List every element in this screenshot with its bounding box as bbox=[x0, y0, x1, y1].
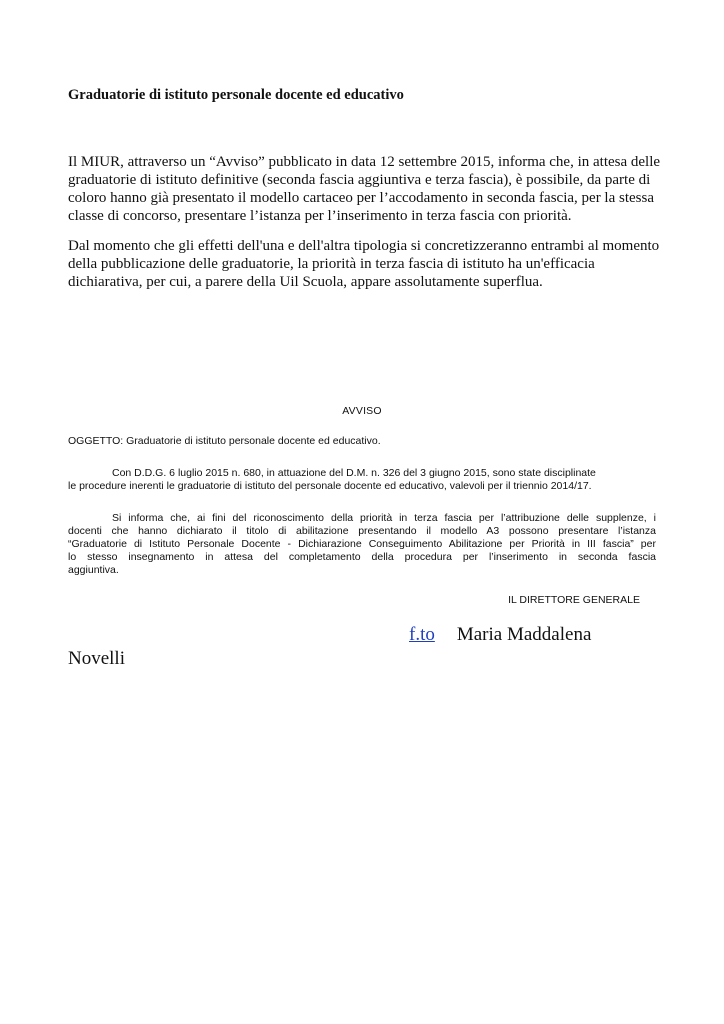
paragraph-line: le procedure inerenti le graduatorie di istituto del personale docente ed educativo, valevoli per il triennio 2014/17. bbox=[68, 480, 592, 492]
signature-link[interactable]: f.to bbox=[409, 624, 435, 645]
avviso-heading: AVVISO bbox=[342, 405, 382, 417]
paragraph-line: Il MIUR, attraverso un “Avviso” pubblicato in data 12 settembre 2015, informa che, in attesa delle bbox=[68, 154, 661, 170]
paragraph-line: “Graduatorie di Istituto Personale Docente - Dichiarazione Conseguimento Abilitazione per Priorità in III fascia” per bbox=[68, 538, 656, 550]
paragraph-line: coloro hanno già presentato il modello cartaceo per l’accodamento in seconda fascia, per la stessa bbox=[68, 190, 655, 206]
signature-name: Maria Maddalena bbox=[456, 624, 592, 645]
paragraph-line: dichiarativa, per cui, a parere della Uil Scuola, appare assolutamente superflua. bbox=[68, 274, 543, 290]
paragraph-line: Dal momento che gli effetti dell'una e dell'altra tipologia si concretizzeranno entrambi al momento bbox=[68, 238, 660, 254]
comment-paragraph bbox=[68, 237, 658, 291]
decree-paragraph bbox=[68, 467, 656, 493]
paragraph-line: classe di concorso, presentare l’istanza per l’inserimento in terza fascia con priorità. bbox=[68, 208, 572, 224]
subject-line: OGGETTO: Graduatorie di istituto personale docente ed educativo. bbox=[68, 435, 381, 447]
paragraph-line: lo stesso insegnamento in attesa del completamento della procedura per l’inserimento in seconda fascia bbox=[68, 551, 656, 563]
paragraph-line: della pubblicazione delle graduatorie, la priorità in terza fascia di istituto ha un'efficacia bbox=[68, 256, 595, 272]
director-title: IL DIRETTORE GENERALE bbox=[508, 594, 640, 606]
signature-surname: Novelli bbox=[68, 648, 125, 669]
paragraph-line: Con D.D.G. 6 luglio 2015 n. 680, in attuazione del D.M. n. 326 del 3 giugno 2015, sono state disciplinate bbox=[112, 467, 596, 479]
avviso-subject bbox=[68, 435, 656, 448]
intro-paragraph bbox=[68, 153, 661, 225]
document-title: Graduatorie di istituto personale docente ed educativo bbox=[68, 87, 404, 103]
paragraph-line: aggiuntiva. bbox=[68, 564, 119, 576]
paragraph-line: Si informa che, ai fini del riconoscimento della priorità in terza fascia per l’attribuzione delle supplenze, i bbox=[112, 512, 656, 524]
info-paragraph bbox=[68, 512, 656, 577]
paragraph-line: docenti che hanno dichiarato il titolo di abilitazione presentando il modello A3 possono presentare l’istanza bbox=[68, 525, 656, 537]
signature bbox=[409, 624, 591, 646]
paragraph-line: graduatorie di istituto definitive (seconda fascia aggiuntiva e terza fascia), è possibile, da parte di bbox=[68, 172, 651, 188]
